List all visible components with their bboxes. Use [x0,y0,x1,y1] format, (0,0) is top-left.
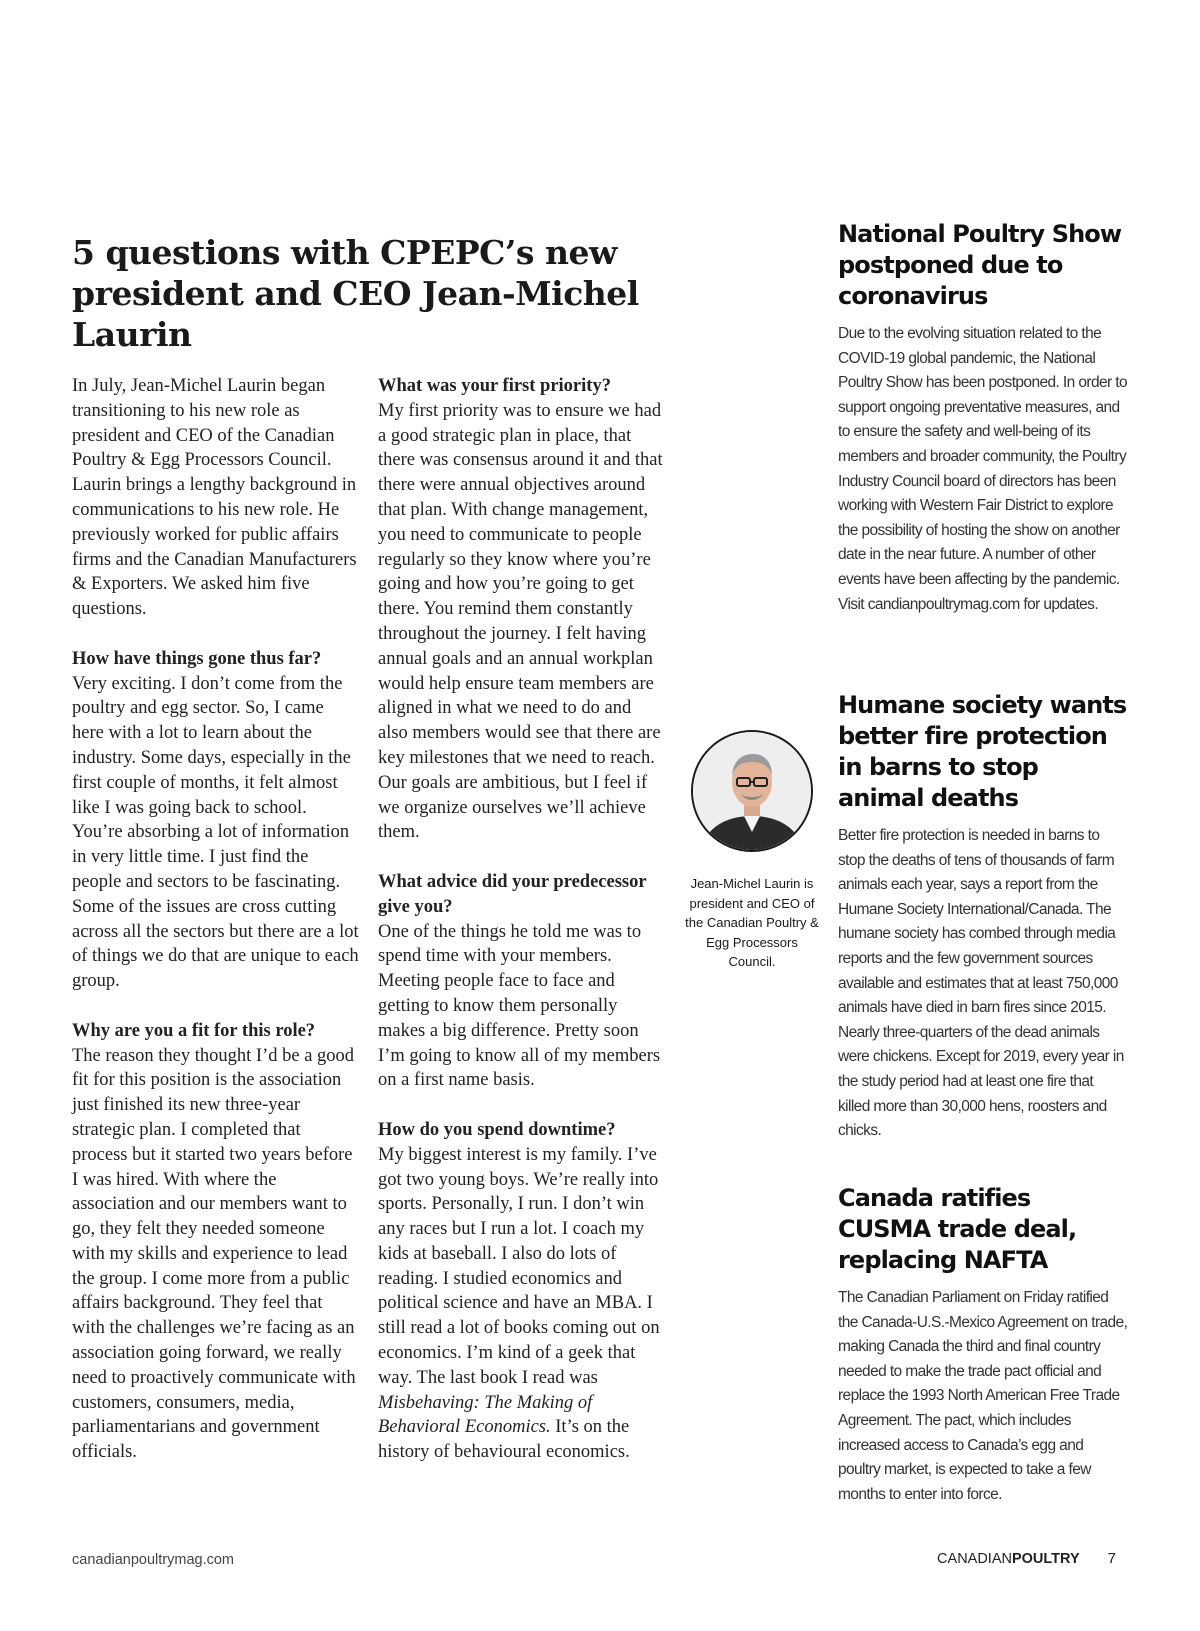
article-column-1 [72,374,360,1490]
article-intro: In July, Jean-Michel Laurin began transitioning to his new role as president and CEO of the Canadian Poultry & Egg Processors Council. Laurin brings a lengthy background in communications to his new role. He previously worked for public affairs firms and the Canadian Manufacturers & Exporters. We asked him five questions. [72,376,357,620]
portrait-photo [691,730,813,852]
brand-prefix: CANADIAN [937,1551,1012,1567]
sidebar-headline: Humane society wants better fire protection in barns to stop animal deaths [838,691,1127,812]
sidebar-story-2 [838,690,1128,1144]
qa-item [378,870,664,1093]
qa-question: How do you spend downtime? [378,1119,616,1140]
qa-answer: One of the things he told me was to spend time with your members. Meeting people face to face and getting to know them personally makes a big difference. Pretty soon I’m going to know all of my members on a first name basis. [378,921,661,1091]
article-column-2 [378,374,664,1490]
qa-item [72,647,360,994]
sidebar-body: Due to the evolving situation related to the COVID-19 global pandemic, the National Poultry Show has been postponed. In order to support ongoing preventative measures, and to ensure the safety and well-being of its members and broader community, the Poultry Industry Council board of directors has been working with Western Fair District to explore the possibility of hosting the show on another date in the near future. A number of other events have been affecting by the pandemic. Visit candianpoultrymag.com for updates. [838,325,1127,613]
sidebar-body: The Canadian Parliament on Friday ratified the Canada-U.S.-Mexico Agreement on trade, making Canada the third and final country needed to make the trade pact official and replace the 1993 North American Free Trade Agreement. The pact, which includes increased access to Canada’s egg and poultry market, is expected to take a few months to enter into force. [838,1289,1128,1503]
portrait-illustration [693,732,811,850]
book-title: Misbehaving: The Making of Behavioral Economics. [378,1392,593,1438]
page-number: 7 [1107,1550,1116,1567]
qa-answer: The reason they thought I’d be a good fit for this position is the association just finished its new three-year strategic plan. I completed that process but it started two years before I was hired. With where the association and our members want to go, they felt they needed someone with my skills and experience to lead the group. I come more from a public affairs background. They feel that with the challenges we’re facing as an association going forward, we really need to proactively communicate with customers, consumers, media, parliamentarians and government officials. [72,1045,356,1463]
qa-question: Why are you a fit for this role? [72,1020,316,1041]
qa-item [378,374,664,845]
qa-question: What was your first priority? [378,376,611,396]
article-title: 5 questions with CPEPC’s new president and CEO Jean-Michel Laurin [72,233,639,354]
qa-item [72,1019,360,1465]
footer-website: canadianpoultrymag.com [72,1552,235,1568]
brand-bold: POULTRY [1011,1551,1080,1567]
qa-answer: Very exciting. I don’t come from the poultry and egg sector. So, I came here with a lot to learn about the industry. Some days, especially in the first couple of months, it felt almost like I was going back to school. You’re absorbing a lot of information in very little time. I just find the people and sectors to be fascinating. Some of the issues are cross cutting across all the sectors but there are a lot of things we do that are unique to each group. [72,673,359,992]
sidebar-headline: National Poultry Show postponed due to coronavirus [838,220,1122,310]
sidebar-story-1 [838,219,1128,617]
qa-question: How have things gone thus far? [72,648,322,669]
footer-brand [937,1550,1116,1567]
photo-caption: Jean-Michel Laurin is president and CEO of the Canadian Poultry & Egg Processors Council. [685,876,819,969]
qa-answer: My biggest interest is my family. I’ve got two young boys. We’re really into sports. Personally, I run. I don’t win any races but I run a lot. I coach my kids at baseball. I also do lots of reading. I studied economics and political science and have an MBA. I still read a lot of books coming out on economics. I’m kind of a geek that way. The last book I read was [378,1144,660,1388]
sidebar-headline: Canada ratifies CUSMA trade deal, replacing NAFTA [838,1184,1077,1274]
sidebar-story-3 [838,1183,1128,1507]
qa-answer: My first priority was to ensure we had a good strategic plan in place, that there was consensus around it and that there were annual objectives around that plan. With change management, you need to communicate to people regularly so they know where you’re going and how you’re going to get there. You remind them constantly throughout the journey. I felt having annual goals and an annual workplan would help ensure team members are aligned in what we need to do and also members would see that there are key milestones that we need to reach. Our goals are ambitious, but I feel if we organize ourselves we’ll achieve them. [378,400,663,843]
qa-answer-end: It’s on the history of behavioural economics. [378,1417,630,1463]
qa-item [378,1118,664,1465]
sidebar-body: Better fire protection is needed in barns to stop the deaths of tens of thousands of farm animals each year, says a report from the Humane Society International/Canada. The humane society has combed through media reports and the few government sources available and estimates that at least 750,000 animals have died in barn fires since 2015. Nearly three-quarters of the dead animals were chickens. Except for 2019, every year in the study period had at least one fire that killed more than 30,000 hens, roosters and chicks. [838,827,1124,1140]
qa-question: What advice did your predecessor give you? [378,871,647,917]
